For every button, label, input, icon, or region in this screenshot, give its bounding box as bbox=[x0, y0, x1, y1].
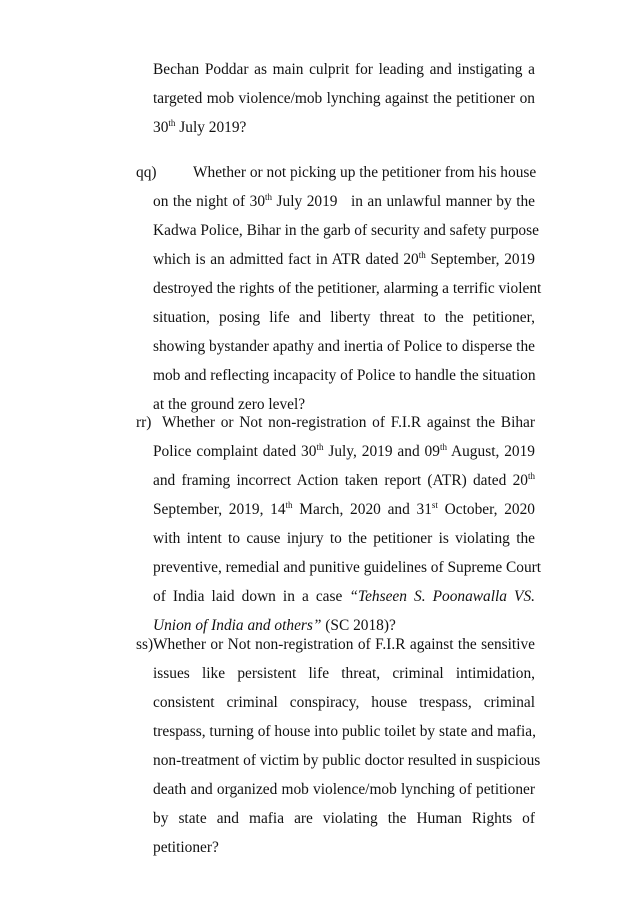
item-qq-line: showing bystander apathy and inertia of Police to disperse the bbox=[153, 338, 535, 355]
item-rr-line bbox=[153, 437, 535, 466]
continuation-paragraph bbox=[153, 55, 535, 142]
continuation-line bbox=[153, 113, 535, 142]
text-run: on the night of 30 bbox=[153, 193, 266, 210]
item-qq-line: Kadwa Police, Bihar in the garb of security and safety purpose bbox=[153, 222, 539, 239]
item-ss-paragraph bbox=[153, 630, 541, 862]
superscript: th bbox=[418, 250, 426, 260]
text-run: September, 2019, 14 bbox=[153, 501, 286, 518]
item-rr-line bbox=[153, 495, 535, 524]
item-ss-line: death and organized mob violence/mob lynching of petitioner bbox=[153, 781, 535, 798]
text-run: September, 2019 bbox=[425, 251, 535, 268]
item-qq-line: at the ground zero level? bbox=[153, 396, 306, 413]
item-rr-line bbox=[153, 582, 535, 611]
date-rest: July 2019? bbox=[175, 119, 247, 136]
item-qq-line: destroyed the rights of the petitioner, alarming a terrific violent bbox=[153, 280, 542, 297]
date-superscript: th bbox=[168, 118, 176, 128]
item-ss-line: petitioner? bbox=[153, 839, 219, 856]
item-marker-rr: rr) bbox=[136, 414, 152, 431]
item-ss-line: non-treatment of victim by public doctor resulted in suspicious bbox=[153, 752, 541, 769]
item-rr-line: preventive, remedial and punitive guidelines of Supreme Court bbox=[153, 559, 542, 576]
item-ss-line: trespass, turning of house into public toilet by state and mafia, bbox=[153, 723, 536, 740]
item-rr-line: Whether or Not non-registration of F.I.R against the Bihar bbox=[162, 414, 535, 431]
superscript: th bbox=[439, 442, 447, 452]
item-marker-ss: ss) bbox=[136, 636, 154, 653]
item-qq-line: Whether or not picking up the petitioner from his house bbox=[193, 164, 537, 181]
item-ss-line: issues like persistent life threat, criminal intimidation, bbox=[153, 665, 535, 682]
text-run: which is an admitted fact in ATR dated 20 bbox=[153, 251, 419, 268]
text-run: Police complaint dated 30 bbox=[153, 443, 317, 460]
superscript: th bbox=[316, 442, 324, 452]
superscript: th bbox=[527, 471, 535, 481]
text-run: of India laid down in a case bbox=[153, 588, 350, 605]
item-rr-paragraph bbox=[153, 408, 542, 640]
superscript: th bbox=[285, 500, 293, 510]
item-ss-line: by state and mafia are violating the Human Rights of bbox=[153, 810, 535, 827]
item-qq-line bbox=[153, 187, 535, 216]
text-run: (SC 2018)? bbox=[321, 617, 396, 634]
text-run: and framing incorrect Action taken report (ATR) dated 20 bbox=[153, 472, 528, 489]
date-day: 30 bbox=[153, 119, 169, 136]
text-run: October, 2020 bbox=[437, 501, 535, 518]
case-title-italic: “Tehseen S. Poonawalla VS. bbox=[349, 588, 535, 605]
item-qq-paragraph bbox=[153, 158, 542, 419]
item-rr-line bbox=[153, 466, 535, 495]
item-ss-line: Whether or Not non-registration of F.I.R against the sensitive bbox=[153, 636, 535, 653]
continuation-line: targeted mob violence/mob lynching against the petitioner on bbox=[153, 90, 535, 107]
item-ss-line: consistent criminal conspiracy, house trespass, criminal bbox=[153, 694, 535, 711]
text-run: July, 2019 and 09 bbox=[323, 443, 440, 460]
continuation-line: Bechan Poddar as main culprit for leading and instigating a bbox=[153, 61, 535, 78]
superscript: th bbox=[265, 192, 273, 202]
superscript: st bbox=[431, 500, 438, 510]
case-title-italic: Union of India and others” bbox=[153, 617, 322, 634]
text-run: March, 2020 and 31 bbox=[292, 501, 432, 518]
item-qq-line: situation, posing life and liberty threat to the petitioner, bbox=[153, 309, 535, 326]
item-qq-line bbox=[153, 245, 535, 274]
text-run: July 2019 in an unlawful manner by the bbox=[272, 193, 535, 210]
text-run: August, 2019 bbox=[446, 443, 535, 460]
item-marker-qq: qq) bbox=[136, 164, 157, 181]
item-rr-line: with intent to cause injury to the petitioner is violating the bbox=[153, 530, 535, 547]
item-qq-line: mob and reflecting incapacity of Police to handle the situation bbox=[153, 367, 536, 384]
